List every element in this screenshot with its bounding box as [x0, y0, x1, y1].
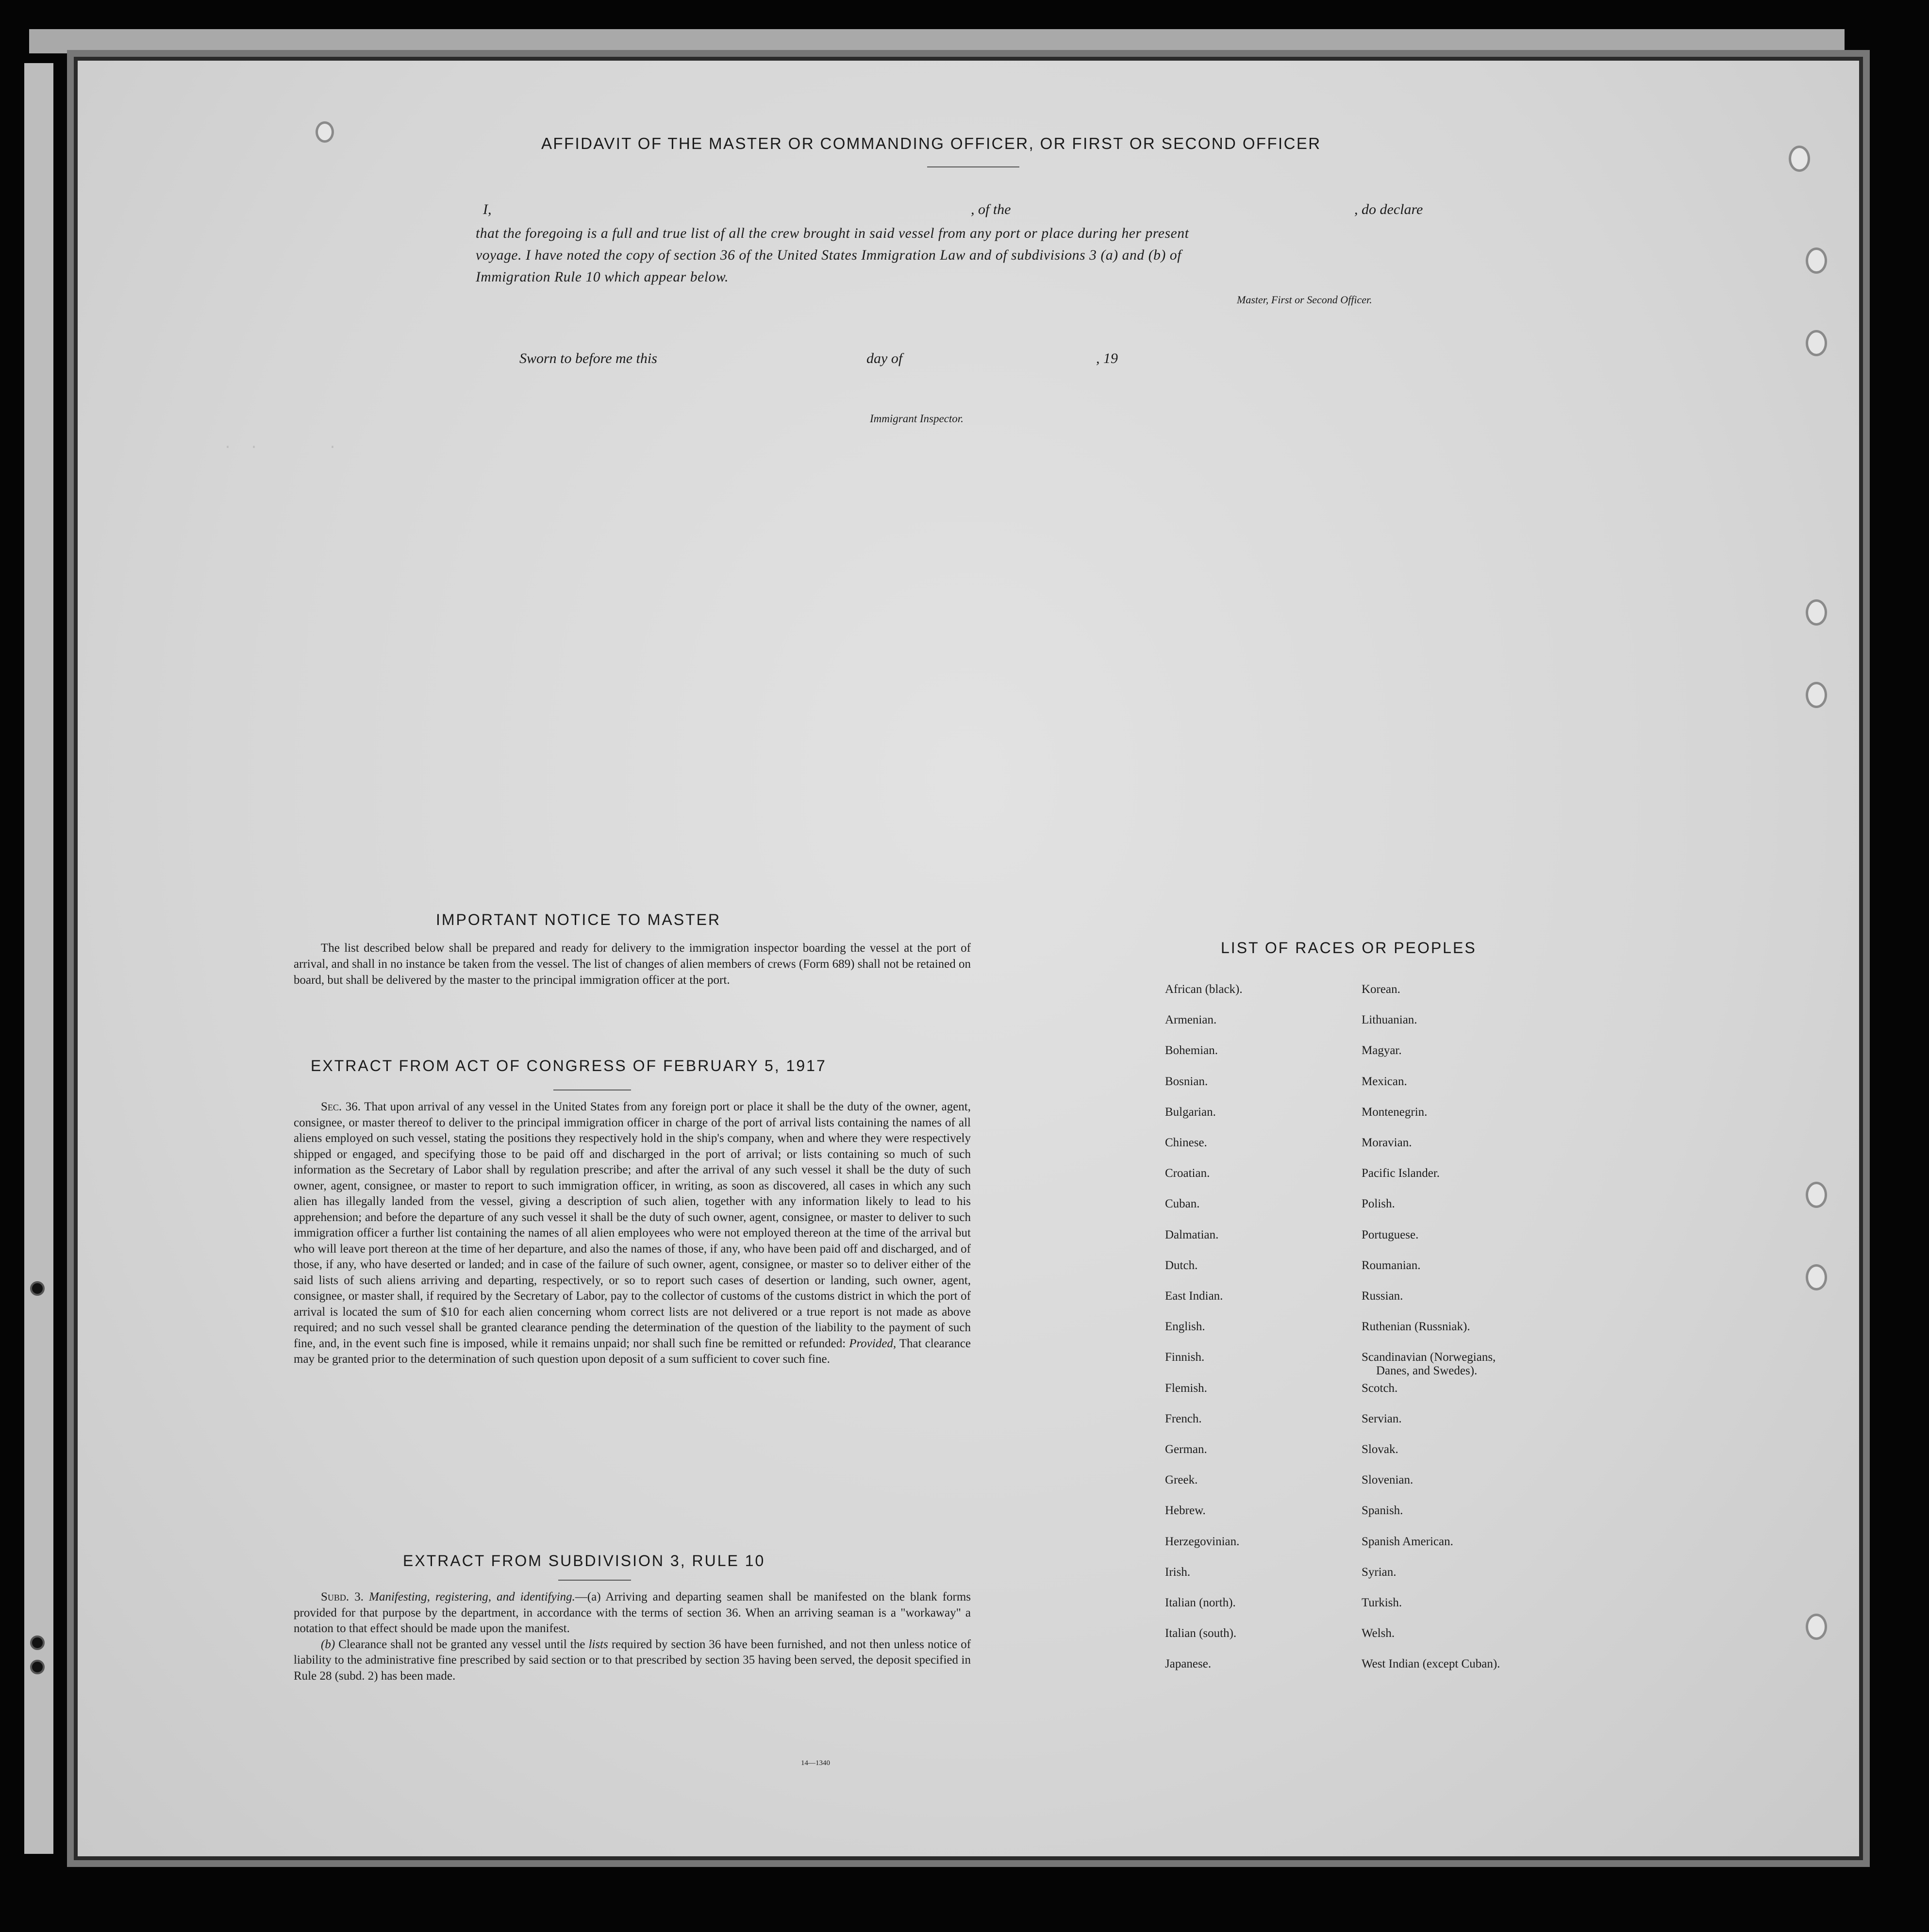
race-item: West Indian (except Cuban).: [1362, 1657, 1500, 1671]
title-rule: [927, 166, 1019, 167]
race-item: Pacific Islander.: [1362, 1167, 1440, 1180]
race-item: East Indian.: [1165, 1289, 1223, 1303]
race-item: Italian (north).: [1165, 1596, 1236, 1609]
race-item: Hebrew.: [1165, 1504, 1206, 1518]
punch-hole: [1806, 248, 1827, 274]
race-item: African (black).: [1165, 983, 1243, 996]
race-item: Irish.: [1165, 1565, 1191, 1579]
race-item: Italian (south).: [1165, 1627, 1237, 1640]
race-item: Roumanian.: [1362, 1258, 1421, 1272]
race-item: Dutch.: [1165, 1258, 1198, 1272]
race-item: Scandinavian (Norwegians,: [1362, 1351, 1496, 1364]
notice-text: [294, 940, 971, 988]
rule-rule: [558, 1580, 631, 1581]
act-title: EXTRACT FROM ACT OF CONGRESS OF FEBRUARY 5, 1917: [311, 1057, 827, 1074]
para-a-text: Arriving and departing seamen shall be manifested on the blank forms provided for that purpose by the department, in accordance with the terms of section 36. When an arriving seaman is a "workaway" a notation to that effect should be made upon the manifest.: [294, 1590, 971, 1635]
race-item: Russian.: [1362, 1289, 1403, 1303]
race-item: Japanese.: [1165, 1657, 1212, 1671]
affidavit-line-3: voyage. I have noted the copy of section 36 of the United States Immigration Law and of subdivisions 3 (a) and (b) of: [476, 248, 1182, 263]
race-item: Cuban.: [1165, 1197, 1200, 1211]
notice-title: IMPORTANT NOTICE TO MASTER: [436, 911, 721, 928]
race-item: Bulgarian.: [1165, 1105, 1216, 1119]
subd-label: Subd. 3.: [321, 1590, 364, 1603]
race-item: Servian.: [1362, 1412, 1402, 1425]
race-item: Bosnian.: [1165, 1074, 1208, 1088]
affidavit-line-i: I,: [483, 201, 492, 217]
sworn-prefix: Sworn to before me this: [519, 350, 657, 366]
scanner-bed-left: [24, 63, 53, 1854]
race-item: Korean.: [1362, 983, 1400, 996]
subd-heading: Manifesting, registering, and identifying.: [369, 1590, 575, 1603]
race-item: German.: [1165, 1443, 1207, 1456]
para-b-label: (b): [321, 1637, 335, 1651]
punch-hole: [1806, 330, 1827, 356]
act-text: [294, 1099, 971, 1368]
race-item: Syrian.: [1362, 1565, 1397, 1579]
race-item: Welsh.: [1362, 1627, 1395, 1640]
race-item: Polish.: [1362, 1197, 1395, 1211]
punch-hole: [1806, 682, 1827, 708]
races-title: LIST OF RACES OR PEOPLES: [1221, 939, 1477, 957]
section-label: Sec. 36.: [321, 1100, 361, 1113]
rule-title: EXTRACT FROM SUBDIVISION 3, RULE 10: [403, 1552, 765, 1569]
section-36-text: That upon arrival of any vessel in the United States from any foreign port or place it shall be the duty of the owner, agent, consignee, or master thereof to deliver to the principal immigration officer in charge of the port of arrival lists containing the names of all aliens employed on such vessel, stating the positions they respectively hold in the ship's company, when and where they were respectively shipped or engaged, and specifying those to be paid off and discharged in the port of arrival; or lists containing so much of such information as the Secretary of Labor shall by regulation prescribe; and after the arrival of any such vessel it shall be the duty of such owner, agent, consignee, or master to report to such immigration officer, in writing, as soon as discovered, all cases in which any such alien has illegally landed from the vessel, giving a description of such alien, together with any information likely to lead to his apprehension; and before the departure of any such vessel it shall be the duty of such owner, agent, consignee, or master to deliver to such immigration officer a further list containing the names of all alien employees who were not employed thereon at the time of the arrival but who will leave port thereon at the time of her departure, and also the names of those, if any, who have been paid off and discharged, and of those, if any, who have deserted or landed; and in case of the failure of such owner, agent, consignee, or master so to deliver either of the said lists of such aliens arriving and departing, respectively, or so to report such cases of desertion or landing, such owner, agent, consignee, or master shall, if required by the Secretary of Labor, pay to the collector of customs of the customs district in which the port of arrival is located the sum of $10 for each alien concerning whom correct lists are not delivered or a true report is not made as above required; and no such vessel shall be granted clearance pending the determination of the question of the liability to the payment of such fine, and, in the event such fine is imposed, while it remains unpaid; nor shall such fine be remitted or refunded:: [294, 1100, 971, 1350]
para-b-text-2: required by section 36 have been furnished, and not then unless notice of liability to the administrative fine prescribed by said section or to that prescribed by section 35 having been served, the deposit specified in Rule 28 (subd. 2) has been made.: [294, 1637, 971, 1683]
punch-hole: [1806, 1182, 1827, 1208]
inspector-caption: Immigrant Inspector.: [870, 413, 964, 425]
race-item: Spanish American.: [1362, 1535, 1453, 1548]
affidavit-line-2: that the foregoing is a full and true list of all the crew brought in said vessel from any port or place during her present: [476, 226, 1189, 241]
race-item: Greek.: [1165, 1473, 1198, 1487]
race-item: English.: [1165, 1320, 1205, 1334]
race-item: Mexican.: [1362, 1074, 1407, 1088]
rule-text: [294, 1589, 971, 1684]
para-b-text-1: Clearance shall not be granted any vessel until the: [338, 1637, 585, 1651]
binder-hole: [30, 1635, 45, 1650]
punch-hole: [1789, 146, 1810, 172]
proviso-label: Provided,: [849, 1337, 897, 1350]
scanner-bed-top: [29, 29, 1845, 53]
race-item: Finnish.: [1165, 1351, 1205, 1364]
race-item: Magyar.: [1362, 1044, 1402, 1057]
punch-hole: [1806, 599, 1827, 626]
punch-hole: [316, 121, 334, 143]
race-item: Bohemian.: [1165, 1044, 1218, 1057]
race-item: Slovak.: [1362, 1443, 1398, 1456]
notice-paragraph: The list described below shall be prepared and ready for delivery to the immigration inspector boarding the vessel at the port of arrival, and shall in no instance be taken from the vessel. The list of changes of alien members of crews (Form 689) shall not be retained on board, but shall be delivered by the master to the principal immigration officer at the port.: [294, 941, 971, 987]
race-item-continuation: Danes, and Swedes).: [1376, 1364, 1478, 1378]
race-item: Scotch.: [1362, 1381, 1398, 1395]
race-item: Portuguese.: [1362, 1228, 1419, 1241]
race-item: Chinese.: [1165, 1136, 1207, 1149]
race-item: Spanish.: [1362, 1504, 1403, 1518]
race-item: Slovenian.: [1362, 1473, 1413, 1487]
binder-hole: [30, 1660, 45, 1674]
race-item: Ruthenian (Russniak).: [1362, 1320, 1470, 1334]
race-item: Turkish.: [1362, 1596, 1402, 1609]
document-page: [78, 61, 1859, 1856]
race-item: Dalmatian.: [1165, 1228, 1219, 1241]
affidavit-title: AFFIDAVIT OF THE MASTER OR COMMANDING OFFICER, OR FIRST OR SECOND OFFICER: [541, 134, 1321, 152]
signature-caption: Master, First or Second Officer.: [1237, 294, 1372, 306]
race-item: Armenian.: [1165, 1013, 1217, 1027]
affidavit-line-4: Immigration Rule 10 which appear below.: [476, 269, 729, 285]
sworn-year: , 19: [1096, 350, 1118, 366]
race-item: French.: [1165, 1412, 1202, 1425]
punch-hole: [1806, 1614, 1827, 1640]
binder-hole: [30, 1281, 45, 1296]
affidavit-line-declare: , do declare: [1354, 201, 1423, 217]
race-item: Croatian.: [1165, 1167, 1210, 1180]
punch-hole: [1806, 1264, 1827, 1290]
affidavit-line-of-the: , of the: [971, 201, 1011, 217]
form-number: 14—1340: [801, 1759, 830, 1767]
sworn-day: day of: [866, 350, 903, 366]
race-item: Moravian.: [1362, 1136, 1412, 1149]
race-item: Flemish.: [1165, 1381, 1207, 1395]
para-b-lists: lists: [588, 1637, 608, 1651]
race-item: Lithuanian.: [1362, 1013, 1417, 1027]
race-item: Montenegrin.: [1362, 1105, 1428, 1119]
race-item: Herzegovinian.: [1165, 1535, 1240, 1548]
para-a-label: —(a): [575, 1590, 601, 1603]
proviso-text: That clearance may be granted prior to the determination of such question upon deposit of a sum sufficient to cover such fine.: [294, 1337, 971, 1366]
bleed-through: · · ·: [223, 439, 337, 456]
